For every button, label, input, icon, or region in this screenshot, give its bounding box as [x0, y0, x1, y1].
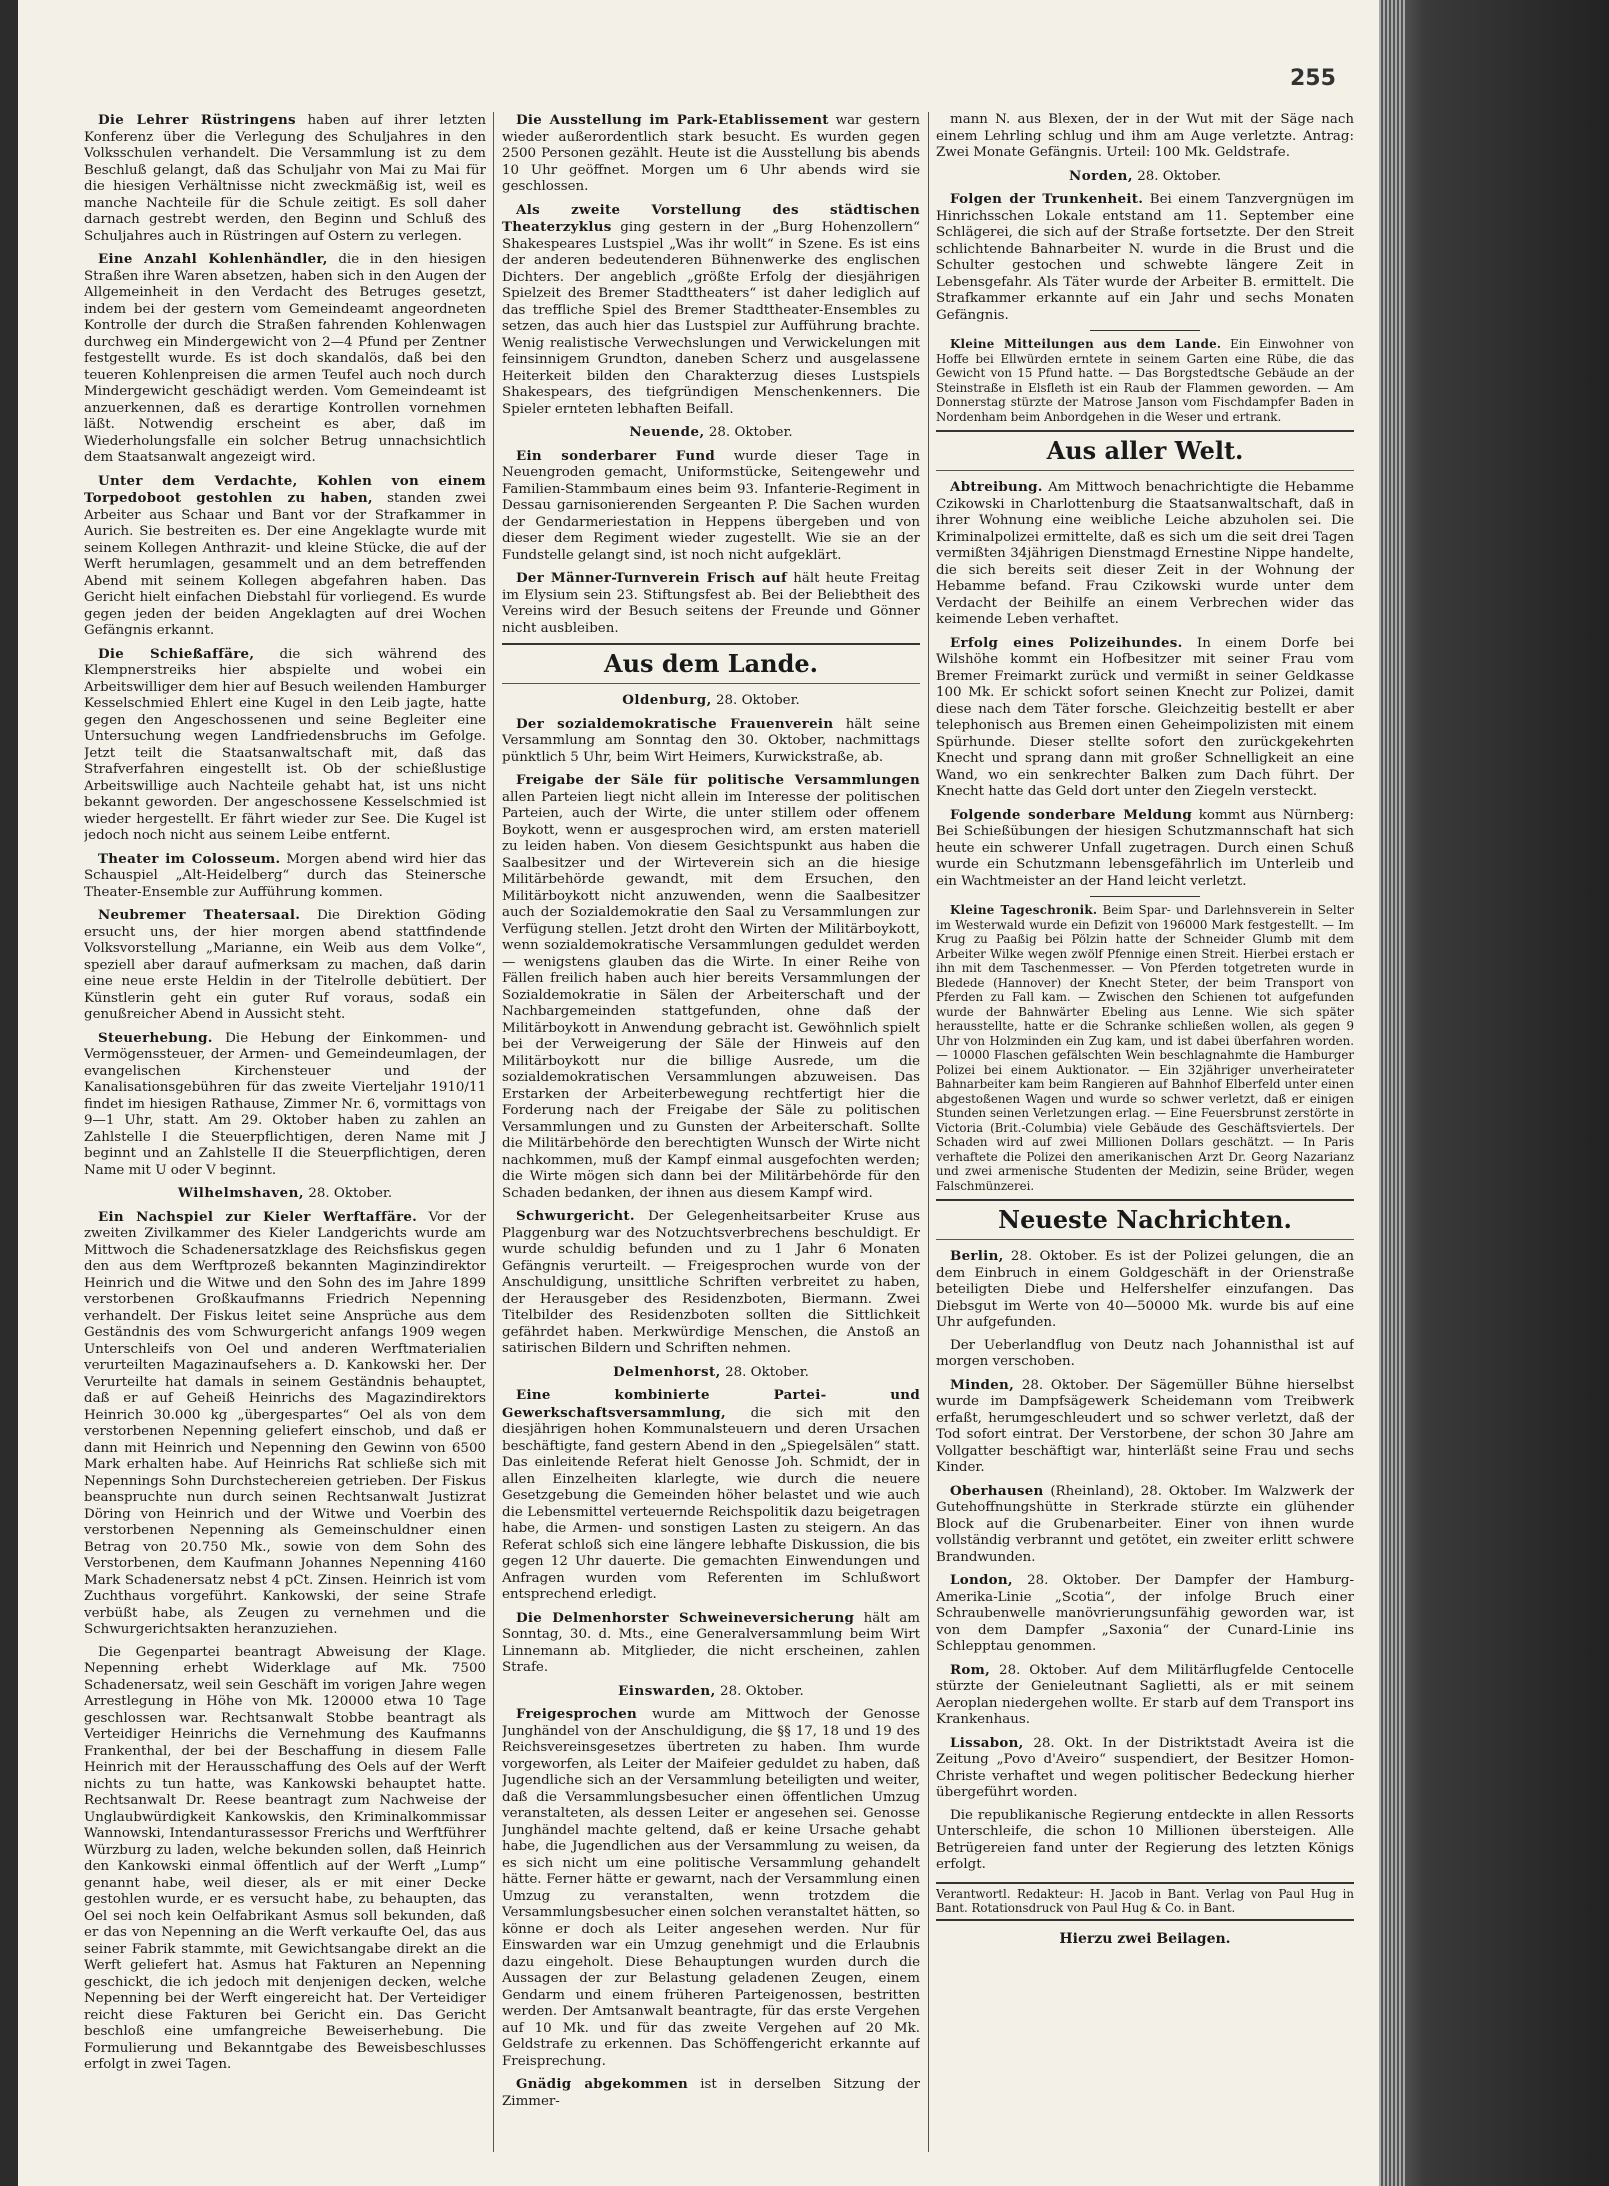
- article-text: 28. Oktober. Der Sägemüller Bühne hierselbst wurde im Dampfsägewerk Scheidemann vom Treibwerk erfaßt, herumgeschleudert und so schwer verletzt, daß der Tod sofort eintrat. Der Verstorbene, der schon 30 Jahre am Vollgatter beschäftigt war, hinterläßt seine Frau und sechs Kinder.: [936, 1377, 1354, 1475]
- article-keyword: Der sozialdemokratische Frauenverein: [516, 715, 834, 732]
- article-keyword: Erfolg eines Polizeihundes.: [950, 634, 1183, 651]
- column-1: [84, 112, 486, 2152]
- dateline: [502, 424, 920, 442]
- article-text: 28. Oktober. Der Dampfer der Hamburg-Amerika-Linie „Scotia“, der infolge Bruch einer Schraubenwelle manövrierungsunfähig geworden war, ist von dem Dampfer „Saxonia“ der Cunard-Linie ins Schlepptau genommen.: [936, 1573, 1354, 1654]
- article-keyword: Kleine Mitteilungen aus dem Lande.: [950, 337, 1222, 351]
- article-text: wurde dieser Tage in Neuengroden gemacht, Uniformstücke, Seitengewehr und Familien-Stammbaum eines beim 93. Infanterie-Regiment in Dessau garnisonierenden Sergeanten P. Die Sachen wurden der Gendarmeriestation in Heppens übergeben und von dieser dem Regiment wieder zugestellt. Wie sie an der Fundstelle gelangt sind, ist noch nicht aufgeklärt.: [502, 448, 920, 563]
- article-paragraph: [84, 473, 486, 640]
- article-keyword: Ein sonderbarer Fund: [516, 447, 716, 464]
- article-keyword: Freigesprochen: [516, 1706, 638, 1722]
- article-paragraph: [936, 635, 1354, 801]
- article-paragraph: [84, 1030, 486, 1180]
- article-keyword: Freigabe der Säle für politische Versammlungen: [516, 772, 920, 788]
- article-text: die sich während des Klempnerstreiks hier abspielte und wobei ein Arbeitswilliger dem hier auf Besuch weilenden Hamburger Kesselschmied Ehlert eine Kugel in den Leib jagte, hatte gegen den Angeschossenen und seine Begleiter eine Untersuchung wegen Landfriedensbruchs im Gefolge. Jetzt teilt die Staatsanwaltschaft mit, daß das Strafverfahren eingestellt ist. Ob der schießlustige Arbeitswillige auch Nachteile gehabt hat, ist uns nicht bekannt geworden. Der angeschossene Kesselschmied ist wieder hergestellt. Er fährt wieder zur See. Die Kugel ist jedoch noch nicht aus seinem Leibe entfernt.: [84, 646, 486, 843]
- article-keyword: Als zweite Vorstellung des städtischen Theaterzyklus: [502, 201, 920, 235]
- dateline-place: Norden,: [1068, 167, 1133, 184]
- article-paragraph: [936, 1808, 1354, 1874]
- dateline-date: 28. Oktober.: [1137, 168, 1222, 184]
- section-heading: Neueste Nachrichten.: [936, 1199, 1354, 1240]
- article-paragraph: [936, 1735, 1354, 1802]
- article-text: Die Hebung der Einkommen- und Vermögenssteuer, der Armen- und Gemeindeumlagen, der evangelischen Kirchensteuer und der Kanalisationsgebühren für das zweite Vierteljahr 1910/11 findet im hiesigen Rathause, Zimmer Nr. 6, vormittags von 9—1 Uhr, statt. Am 29. Oktober haben zu zahlen an Zahlstelle I die Steuerpflichtigen, deren Name mit J beginnt und an Zahlstelle II die Steuerpflichtigen, deren Name mit U oder V beginnt.: [84, 1030, 486, 1178]
- dateline-place: Oldenburg,: [622, 692, 712, 708]
- article-text: hält seine Versammlung am Sonntag den 30. Oktober, nachmittags pünktlich 5 Uhr, beim Wirt Heimers, Kurwickstraße, ab.: [502, 716, 920, 765]
- article-paragraph: [84, 851, 486, 902]
- article-keyword: Schwurgericht.: [516, 1208, 635, 1224]
- article-text: ist in derselben Sitzung der Zimmer-: [502, 2077, 920, 2109]
- article-keyword: Folgen der Trunkenheit.: [950, 191, 1144, 207]
- article-paragraph: [936, 1662, 1354, 1729]
- article-text: wurde am Mittwoch der Genosse Junghändel von der Anschuldigung, die §§ 17, 18 und 19 des Reichsvereinsgesetzes übertreten zu haben. Ihm wurde vorgeworfen, als Leiter der Maifeier geduldet zu haben, daß Jugendliche sich an der Versammlung beteiligten und weiter, daß die Versammlungsbesucher einen öffentlichen Umzug veranstalteten, als dessen Leiter er angesehen sei. Genosse Junghändel machte geltend, daß er keine Ursache gehabt habe, die Jugendlichen aus der Versammlung zu weisen, da es sich nicht um eine politische Versammlung gehandelt hätte. Ferner hätte er gewarnt, nach der Versammlung einen Umzug zu veranstalten, wenn trotzdem die Versammlungsbesucher einen solchen veranstaltet hätten, so könne er doch als Leiter angesehen werden. Nur für Einswarden war ein Umzug genehmigt und die Erlaubnis dazu eingeholt. Diese Behauptungen wurden durch die Aussagen der zur Belastung geladenen Zeugen, einem Gendarm und einem früheren Parteigenossen, bestritten werden. Der Amtsanwalt beantragte, für das erste Vergehen auf 10 Mk. und für das zweite Vergehen auf 20 Mk. Geldstrafe zu erkennen. Das Schöffengericht erkannte auf Freisprechung.: [502, 1707, 920, 2069]
- article-text: haben auf ihrer letzten Konferenz über die Verlegung des Schuljahres in den Volksschulen verhandelt. Die Versammlung ist zu dem Beschluß gelangt, daß das Schuljahr von Mai zu Mai für die hiesigen Verhältnisse nicht zweckmäßig ist, weil es manche Nachteile für die Schule zeitigt. Es soll daher darnach gestrebt werden, den Beginn und Schluß des Schuljahres auch in Rüstringen auf Ostern zu verlegen.: [84, 113, 486, 244]
- article-keyword: Steuerhebung.: [98, 1029, 213, 1046]
- article-text: Beim Spar- und Darlehnsverein in Selter im Westerwald wurde ein Defizit von 196000 Mark festgestellt. — Im Krug zu Paaßig bei Pölzin hatte der Schneider Glumb mit dem Arbeiter Wilke wegen zwölf Pfennige einen Streit. Hierbei erstach er ihn mit dem Taschenmesser. — Von Pferden totgetreten wurde in Bledede (Hannover) der Knecht Steter, der beim Transport von Pferden zu Fall kam. — Zwischen den Schienen tot aufgefunden wurde der Bahnwärter Ebeling aus Lenne. Wie sich später herausstellte, hatte er die Schranke schließen wollen, als gegen 9 Uhr von Holzminden ein Zug kam, und ist dabei überfahren worden. — 10000 Flaschen gefälschten Wein beschlagnahmte die Hamburger Polizei bei einem Auktionator. — Ein 32jähriger unverheirateter Bahnarbeiter kam beim Rangieren auf Bahnhof Elberfeld unter einen abgestoßenen Wagen und wurde so schwer verletzt, daß er einigen Stunden seinen Verletzungen erlag. — Eine Feuersbrunst zerstörte in Victoria (Brit.-Columbia) viele Gebäude des Geschäftsviertels. Der Schaden wird auf zwei Millionen Dollars geschätzt. — In Paris verhaftete die Polizei den amerikanischen Arzt Dr. Georg Nazarianz und zwei armenische Studenten der Medizin, seine Brüder, wegen Falschmünzerei.: [936, 903, 1354, 1193]
- article-text: In einem Dorfe bei Wilshöhe kommt ein Hofbesitzer mit seiner Frau vom Bremer Freimarkt zurück und vermißt in seiner Geldkasse 100 Mk. Er schickt sofort seinen Knecht zur Polizei, damit diese nach dem Täter forsche. Gleichzeitig bestellt er aber telephonisch aus Bremen einen Geheimpolizisten mit einem Spürhunde. Dieser stellte sofort den zurückgekehrten Knecht und sprang dann mit großer Schnelligkeit an eine Wand, wo ein senkrechter Balken zum Dach führt. Der Knecht hatte das Geld dort unter den Ziegeln versteckt.: [936, 635, 1354, 799]
- article-text: Bei einem Tanzvergnügen im Hinrichsschen Lokale entstand am 11. September eine Schlägerei, die sich auf der Straße fortsetzte. Der den Streit schlichtende Bahnarbeiter N. wurde in die Brust und die Schulter gestochen und schwebte längere Zeit in Lebensgefahr. Als Täter wurde der Arbeiter B. ermittelt. Die Strafkammer erkannte auf ein Jahr und sechs Monaten Gefängnis.: [936, 192, 1354, 323]
- article-text: die sich mit den diesjährigen hohen Kommunalsteuern und deren Ursachen beschäftigte, fand gestern Abend in den „Spiegelsälen“ statt. Das einleitende Referat hielt Genosse Joh. Schmidt, der in allen Einzelheiten klarlegte, wie durch die neuere Gesetzgebung die Gemeinden höher belastet und wie auch die Lebensmittel verteuernde Reichspolitik dazu beigetragen habe, die Armen- und sonstigen Lasten zu steigern. An das Referat schloß sich eine längere lebhafte Diskussion, die bis gegen 12 Uhr dauerte. Die gemachten Einwendungen und Anfragen wurden vom Referenten im Schlußwort entsprechend erledigt.: [502, 1405, 920, 1602]
- article-paragraph: [936, 807, 1354, 891]
- article-text: mann N. aus Blexen, der in der Wut mit der Säge nach einem Lehrling schlug und ihm am Auge verletzte. Antrag: Zwei Monate Gefängnis. Urteil: 100 Mk. Geldstrafe.: [936, 112, 1354, 160]
- separator-rule: [1090, 330, 1200, 331]
- article-text: Der Gelegenheitsarbeiter Kruse aus Plaggenburg war des Notzuchtsverbrechens beschuldigt. Er wurde schuldig befunden und zu 1 Jahr 6 Monaten Gefängnis verurteilt. — Freigesprochen wurde von der Anschuldigung, unsittliche Schriften verbreitet zu haben, der Herausgeber des Residenzboten, Biermann. Zwei Titelbilder des Residenzboten sollten die Sittlichkeit gefährdet haben. Merkwürdige Menschen, die Anstoß an satirischen Bildern und Schriften nehmen.: [502, 1209, 920, 1356]
- column-2: [502, 112, 920, 2152]
- article-text: Morgen abend wird hier das Schauspiel „Alt-Heidelberg“ durch das Steinersche Theater-Ensemble zur Aufführung kommen.: [84, 851, 486, 900]
- dateline-date: 28. Oktober.: [720, 1683, 804, 1699]
- scan-edge: [0, 0, 18, 2186]
- article-text: Die Gegenpartei beantragt Abweisung der Klage. Nepenning erhebt Widerklage auf Mk. 7500 Schadenersatz, weil sein Geschäft im vorigen Jahre wegen Arrestlegung in Höhe von Mk. 120000 etwa 10 Tage geschlossen war. Rechtsanwalt Stobbe beantragt als Verteidiger Heinrichs die Vernehmung des Kaufmanns Frankenthal, der bei der Beschaffung in diesem Falle Heinrich mit der Herausschaffung des Oels auf der Werft nichts zu tun hatte, was Kankowski behauptet hatte. Rechtsanwalt Dr. Reese beantragt zum Nachweise der Unglaubwürdigkeit Kankowskis, den Kriminalkommissar Wannowski, Intendanturassessor Frerichs und Werftführer Würzburg zu laden, welche bekunden sollen, daß Heinrich den Kankowski einmal öffentlich auf der Werft „Lump“ genannt habe, weil dieser, als er mit einer Decke gestohlen wurde, er es versucht habe, zu behaupten, das Oel sei noch kein Oelfabrikant Asmus soll bekunden, daß er das von Nepenning an die Werft verkaufte Oel, das aus seiner Fabrik stammte, mit Gewichtsangabe direkt an die Werft geliefert hat. Asmus hat Fakturen an Nepenning geschickt, die ich jedoch mit denjenigen decken, welche Nepenning bei der Werft eingereicht hat. Der Verteidiger reicht diese Fakturen bei Gericht ein. Das Gericht beschloß eine umfangreiche Beweiserhebung. Die Formulierung und Bekanntgabe des Beweisbeschlusses erfolgt in zwei Tagen.: [84, 1644, 486, 2072]
- article-keyword: Lissabon,: [950, 1734, 1024, 1751]
- dateline-date: 28. Oktober.: [308, 1186, 393, 1201]
- article-keyword: Gnädig abgekommen: [516, 2076, 689, 2092]
- article-paragraph: [936, 337, 1354, 424]
- dateline: [502, 1364, 920, 1382]
- article-keyword: Kleine Tageschronik.: [950, 903, 1098, 917]
- dateline-date: 28. Oktober.: [725, 1364, 809, 1380]
- article-text: Am Mittwoch benachrichtigte die Hebamme Czikowski in Charlottenburg die Staatsanwaltschaft, daß in ihrer Wohnung eine weibliche Leiche abzuholen sei. Die Kriminalpolizei ermittelte, daß es sich um die seit drei Tagen vermißten 34jährigen Dienstmagd Ernestine Nippe handelte, die sich bereits seit dieser Zeit in der Wohnung der Hebamme befand. Frau Czikowski wurde unter dem Verdacht der Beihilfe an einem Verbrechen wider das keimende Leben verhaftet.: [936, 480, 1354, 627]
- article-keyword: Die Ausstellung im Park-Etablissement: [516, 112, 829, 128]
- article-paragraph: [936, 191, 1354, 324]
- article-paragraph: [502, 1706, 920, 2070]
- article-paragraph: [502, 448, 920, 565]
- dateline-place: Delmenhorst,: [613, 1363, 721, 1380]
- article-keyword: Die Schießaffäre,: [98, 645, 255, 662]
- page-number: 255: [1290, 66, 1336, 91]
- article-keyword: Eine Anzahl Kohlenhändler,: [98, 251, 328, 267]
- article-text: (Rheinland), 28. Oktober. Im Walzwerk der Gutehoffnungshütte in Sterkrade stürzte ein glühender Block auf die Grubenarbeiter. Einer von ihnen wurde vollständig verbrannt und getötet, ein zweiter erlitt schwere Brandwunden.: [936, 1483, 1354, 1565]
- article-paragraph: [502, 1610, 920, 1677]
- column-3: [936, 112, 1354, 2152]
- dateline: [936, 168, 1354, 186]
- dateline: [502, 692, 920, 710]
- book-binding: [1379, 0, 1609, 2186]
- article-keyword: Rom,: [950, 1661, 991, 1678]
- article-keyword: Abtreibung.: [950, 479, 1043, 495]
- article-paragraph: [936, 1248, 1354, 1332]
- newspaper-page: [84, 112, 1354, 2152]
- article-paragraph: [502, 112, 920, 196]
- supplement-note: Hierzu zwei Beilagen.: [1059, 1930, 1231, 1947]
- article-text: Die republikanische Regierung entdeckte in allen Ressorts Unterschleife, die schon 10 Millionen übersteigen. Alle Betrügereien fand unter der Regierung des letzten Königs erfolgt.: [936, 1807, 1354, 1872]
- dateline-date: 28. Oktober.: [708, 425, 793, 440]
- column-rule: [493, 112, 494, 2152]
- article-text: Die Direktion Göding ersucht uns, der hier morgen abend stattfindende Volksvorstellung „Marianne, ein Weib aus dem Volke“, speziell aber darauf aufmerksam zu machen, daß darin eine neue erste Heldin in der Titelrolle debütiert. Der Künstlerin geht ein guter Ruf voraus, sodaß ein genußreicher Abend in Aussicht steht.: [84, 908, 486, 1022]
- article-paragraph: [502, 1208, 920, 1358]
- article-keyword: Die Lehrer Rüstringens: [98, 112, 296, 128]
- article-paragraph: [84, 112, 486, 245]
- article-paragraph: [502, 2076, 920, 2110]
- article-text: standen zwei Arbeiter aus Schaar und Bant vor der Strafkammer in Aurich. Sie bestreiten es. Der eine Angeklagte wurde mit seinem Kollegen Anthrazit- und kleine Stücke, die auf der Werft herumlagen, gesammelt und an dem betreffenden Abend mit seinem Kollegen abgefahren haben. Das Gericht hielt einfachen Diebstahl für vorliegend. Es wurde gegen jeden der beiden Angeklagten auf drei Wochen Gefängnis erkannt.: [84, 491, 486, 638]
- article-paragraph: [84, 1209, 486, 1639]
- article-text: war gestern wieder außerordentlich stark besucht. Es wurden gegen 2500 Personen gezählt. Heute ist die Ausstellung bis abends 10 Uhr geöffnet. Morgen um 6 Uhr abends wird sie geschlossen.: [502, 113, 920, 194]
- article-keyword: Ein Nachspiel zur Kieler Werftaffäre.: [98, 1208, 418, 1225]
- article-paragraph: [84, 1645, 486, 2074]
- article-paragraph: [936, 1483, 1354, 1567]
- article-text: kommt aus Nürnberg: Bei Schießübungen der hiesigen Schutzmannschaft hat sich heute ein schwerer Unfall zugetragen. Durch einen Schuß wurde ein Schutzmann lebensgefährlich im Unterleib und ein Wachtmeister an der Hand leicht verletzt.: [936, 807, 1354, 889]
- article-text: 28. Oktober. Auf dem Militärflugfelde Centocelle stürzte der Genieleutnant Saglietti, als er mit seinem Aeroplan niedergehen wollte. Er starb auf dem Transport ins Krankenhaus.: [936, 1662, 1354, 1727]
- small-print-block: [936, 337, 1354, 424]
- article-paragraph: [84, 646, 486, 845]
- article-paragraph: [502, 772, 920, 1202]
- dateline: [84, 1185, 486, 1203]
- article-paragraph: [502, 570, 920, 637]
- article-text: allen Parteien liegt nicht allein im Interesse der politischen Parteien, auch der Wirte, die unter stillem oder offenem Boykott, wenn er ausgesprochen wird, am ersten materiell zu leiden haben. Von diesem Gesichtspunkt aus haben die Saalbesitzer und der Wirteverein sich an die hiesige Militärbehörde gewandt, mit dem Ersuchen, den Militärboykott nicht anzuwenden, wenn die Saalbesitzer auch der Sozialdemokratie den Saal zu Versammlungen zur Verfügung stellen. Jetzt droht den Wirten der Militärboykott, wenn sozialdemokratische Versammlungen geduldet werden — wenigstens glauben das die Wirte. In einer Reihe von Fällen freilich haben auch hier bereits Versammlungen der Sozialdemokratie in Sälen der Arbeiterschaft und der Nachbargemeinden stattgefunden, ohne daß der Militärboykott in Anwendung gebracht ist. Gewöhnlich spielt bei der Verweigerung der Säle der Hinweis auf den Militärboykott nur die billige Ausrede, um die sozialdemokratischen Versammlungen abzuweisen. Das Erstarken der Arbeiterbewegung rechtfertigt hier die Forderung nach der Freigabe der Säle zu politischen Versammlungen und zu Gunsten der Arbeiterschaft. Sollte die Militärbehörde den berechtigten Wunsch der Wirte nicht nachkommen, muß der Kampf einmal ausgefochten werden; die Wirte mögen sich dann bei der Militärbehörde für den Schaden bedanken, der ihnen aus diesem Kampf wird.: [502, 789, 920, 1201]
- article-paragraph: [936, 112, 1354, 162]
- column-rule: [928, 112, 929, 2152]
- article-keyword: Berlin,: [950, 1248, 1004, 1264]
- article-keyword: Die Delmenhorster Schweineversicherung: [516, 1609, 855, 1626]
- article-text: 28. Okt. In der Distriktstadt Aveira ist die Zeitung „Povo d'Aveiro“ suspendiert, der Besitzer Homon-Christe verhaftet und wegen politischer Bedeckung hierher übergeführt worden.: [936, 1735, 1354, 1800]
- article-text: ging gestern in der „Burg Hohenzollern“ Shakespeares Lustspiel „Was ihr wollt“ in Szene. Es ist eins der anderen bedeutenderen Bühnenwerke des englischen Dichters. Der angeblich „größte Erfolg der diesjährigen Spielzeit des Bremer Stadttheaters“ ist daher lediglich auf das treffliche Spiel des Bremer Stadttheater-Ensembles zu setzen, das auch hier das Lustspiel zur Aufführung brachte. Wenig realistische Verwechslungen und Verwickelungen mit feinsinnigem Grundton, daneben Scherz und ausgelassene Heiterkeit bilden den Charakterzug dieses Lustspiels Shakespears, des tiefgründigen Menschenkenners. Die Spieler ernteten lebhaften Beifall.: [502, 220, 920, 417]
- section-heading: Aus aller Welt.: [936, 430, 1354, 471]
- article-paragraph: [936, 1338, 1354, 1371]
- small-print-block: [936, 903, 1354, 1193]
- article-paragraph: [936, 903, 1354, 1193]
- article-keyword: Oberhausen: [950, 1482, 1044, 1499]
- imprint: Verantwortl. Redakteur: H. Jacob in Bant. Verlag von Paul Hug in Bant. Rotationsdruck von Paul Hug & Co. in Bant.: [936, 1882, 1354, 1921]
- article-keyword: Eine kombinierte Partei- und Gewerkschaftsversammlung,: [502, 1387, 920, 1421]
- dateline: [502, 1683, 920, 1701]
- article-paragraph: [502, 1387, 920, 1604]
- article-keyword: Minden,: [950, 1376, 1015, 1393]
- article-keyword: Neubremer Theatersaal.: [98, 907, 301, 923]
- section-heading: Aus dem Lande.: [502, 643, 920, 684]
- article-paragraph: [84, 907, 486, 1024]
- dateline-date: 28. Oktober.: [716, 693, 800, 708]
- dateline-place: Neuende,: [629, 424, 705, 440]
- article-paragraph: [936, 1572, 1354, 1656]
- article-keyword: London,: [950, 1572, 1013, 1588]
- article-text: die in den hiesigen Straßen ihre Waren absetzen, haben sich in den Augen der Allgemeinheit in den Verdacht des Betruges gesetzt, indem bei der gestern vom Gemeindeamt angeordneten Kontrolle der durch die Straßen fahrenden Kohlenwagen durchweg ein Mindergewicht von 2—4 Pfund per Zentner festgestellt wurde. Es ist doch skandalös, daß bei den teueren Kohlenpreisen die armen Teufel auch noch durch Mindergewicht geschädigt werden. Vom Gemeindeamt ist anzuerkennen, daß es derartige Kontrollen vornehmen läßt. Notwendig erscheint es aber, daß im Wiederholungsfalle ein solcher Betrug unnachsichtlich dem Staatsanwalt angezeigt wird.: [84, 252, 486, 465]
- article-keyword: Folgende sonderbare Meldung: [950, 806, 1193, 823]
- article-paragraph: [502, 202, 920, 419]
- article-text: Vor der zweiten Zivilkammer des Kieler Landgerichts wurde am Mittwoch die Schadenersatzklage des Reichsfiskus gegen den aus dem Werftprozeß bekannten Maginzindirektor Heinrich und die Witwe und den Sohn des im Jahre 1899 verstorbenen Großkaufmanns Friedrich Nepenning verhandelt. Der Fiskus leitet seine Ansprüche aus dem Geständnis des vom Schwurgericht anfangs 1909 wegen Unterschleifs von Oel und anderen Werftmaterialien verurteilten Magazinaufsehers a. D. Kankowski her. Der Verurteilte hat damals in seinem Geständnis behauptet, daß er auf Geheiß Heinrichs des Magazindirektors Heinrich 30.000 kg „übergespartes“ Oel als von dem verstorbenen Nepenning geliefert einschob, und daß er dann mit Heinrich und Nepenning den Gewinn von 6500 Mark erhalten habe. Auf Heinrichs Rat schließe sich mit Nepennings Sohn Durchstechereien getrieben. Der Fiskus beanspruchte nun durch seinen Rechtsanwalt Justizrat Döring von Heinrich und der Witwe und Voerbin des verstorbenen Nepenning als Gemeinschuldner einen Betrag von 20.750 Mk., sowie von dem Sohn des Verstorbenen, dem Kaufmann Johannes Nepenning 4160 Mark Schadenersatz nebst 4 pCt. Zinsen. Heinrich ist vom Zuchthaus vorgeführt. Kankowski, der seine Strafe verbüßt habe, als Zeugen zu vernehmen und die Schwurgerichtsakten heranzuziehen.: [84, 1209, 486, 1637]
- separator-rule: [1090, 896, 1200, 897]
- dateline-place: Wilhelmshaven,: [177, 1185, 305, 1201]
- article-keyword: Der Männer-Turnverein Frisch auf: [516, 570, 788, 586]
- article-paragraph: [936, 1377, 1354, 1477]
- article-keyword: Unter dem Verdachte, Kohlen von einem Torpedoboot gestohlen zu haben,: [84, 472, 486, 506]
- article-text: 28. Oktober. Es ist der Polizei gelungen, die an dem Einbruch in einem Goldgeschäft in der Orienstraße beteiligten Diebe und Helfershelfer einzufangen. Das Diebsgut im Werte von 40—50000 Mk. wurde bis auf eine Uhr aufgefunden.: [936, 1249, 1354, 1330]
- article-text: Ein Einwohner von Hoffe bei Ellwürden erntete in seinem Garten eine Rübe, die das Gewicht von 15 Pfund hatte. — Das Borgstedtsche Gebäude an der Steinstraße in Elsfleth ist ein Raub der Flammen geworden. — Am Donnerstag stürzte der Matrose Janson vom Fischdampfer Baden in Nordenham beim Anbordgehen in die Weser und ertrank.: [936, 337, 1354, 424]
- article-paragraph: [936, 479, 1354, 629]
- article-paragraph: [502, 716, 920, 767]
- article-text: Der Ueberlandflug von Deutz nach Johannisthal ist auf morgen verschoben.: [936, 1337, 1354, 1369]
- article-paragraph: [84, 251, 486, 467]
- article-text: hält am Sonntag, 30. d. Mts., eine Generalversammlung beim Wirt Linnemann ab. Mitglieder, die nicht erscheinen, zahlen Strafe.: [502, 1610, 920, 1675]
- dateline-place: Einswarden,: [618, 1682, 716, 1699]
- article-keyword: Theater im Colosseum.: [98, 850, 281, 867]
- article-text: hält heute Freitag im Elysium sein 23. Stiftungsfest ab. Bei der Beliebtheit des Vereins wird der Besuch seitens der Freunde und Gönner nicht ausbleiben.: [502, 571, 920, 636]
